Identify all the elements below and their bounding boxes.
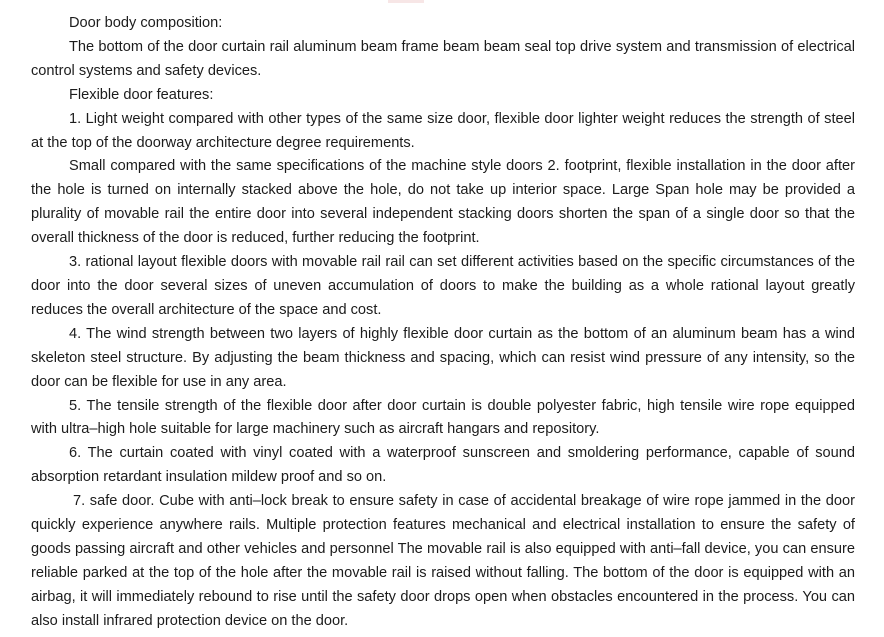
document-body <box>31 12 855 634</box>
paragraph-composition: The bottom of the door curtain rail aluminum beam frame beam beam seal top drive system and transmission of electrical control systems and safety devices. <box>31 38 855 79</box>
paragraph-feature-2: Small compared with the same specifications of the machine style doors 2. footprint, flexible installation in the door after the hole is turned on internally stacked above the hole, do not take up interior space. Large Span hole may be provided a plurality of movable rail the entire door into several independent stacking doors shorten the span of a single door so that the overall thickness of the door is reduced, further reducing the footprint. <box>31 158 855 247</box>
paragraph-feature-1: 1. Light weight compared with other types of the same size door, flexible door lighter weight reduces the strength of steel at the top of the doorway architecture degree requirements. <box>31 110 855 151</box>
paragraph-feature-4: 4. The wind strength between two layers of highly flexible door curtain as the bottom of an aluminum beam has a wind skeleton steel structure. By adjusting the beam thickness and spacing, which can resist wind pressure of any intensity, so the door can be flexible for use in any area. <box>31 325 855 390</box>
paragraph-feature-5: 5. The tensile strength of the flexible door after door curtain is double polyester fabric, high tensile wire rope equipped with ultra–high hole suitable for large machinery such as aircraft hangars and repository. <box>31 397 855 438</box>
top-edge-mark <box>388 0 424 3</box>
paragraph-feature-6: 6. The curtain coated with vinyl coated with a waterproof sunscreen and smoldering performance, capable of sound absorption retardant insulation mildew proof and so on. <box>31 445 855 486</box>
paragraph-feature-7: 7. safe door. Cube with anti–lock break to ensure safety in case of accidental breakage of wire rope jammed in the door quickly experience anywhere rails. Multiple protection features mechanical and electrical installation to ensure the safety of goods passing aircraft and other vehicles and personnel The movable rail is also equipped with anti–fall device, you can ensure reliable parked at the top of the hole after the movable rail is raised without falling. The bottom of the door is equipped with an airbag, it will immediately rebound to rise until the safety door drops open when obstacles encountered in the process. You can also install infrared protection device on the door. <box>31 493 855 629</box>
paragraph-feature-3: 3. rational layout flexible doors with movable rail rail can set different activities based on the specific circumstances of the door into the door several sizes of uneven accumulation of doors to make the building as a whole rational layout greatly reduces the overall architecture of the space and cost. <box>31 254 855 318</box>
section-heading-composition: Door body composition: <box>69 15 223 31</box>
section-heading-features: Flexible door features: <box>69 86 214 103</box>
